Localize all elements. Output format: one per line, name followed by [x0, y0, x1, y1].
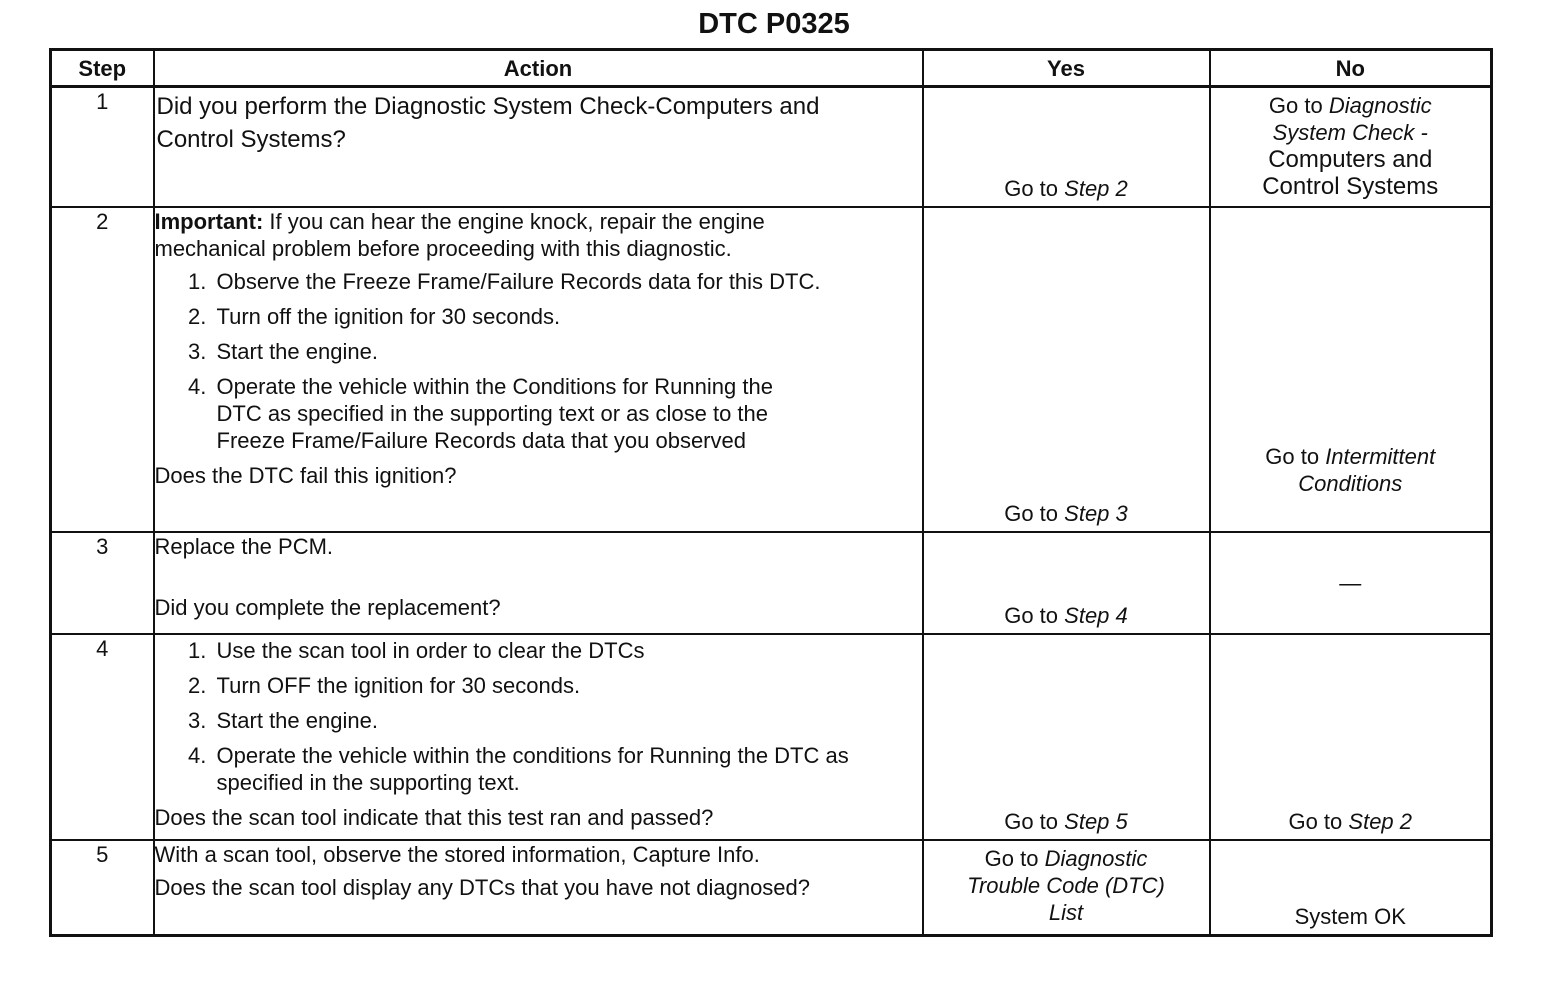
list-item: 3. Start the engine.	[213, 707, 853, 734]
action-cell	[154, 532, 923, 634]
table-row	[51, 634, 1492, 840]
no-cell	[1210, 634, 1492, 840]
yes-answer	[924, 500, 1209, 527]
step-number: 1	[51, 87, 154, 207]
yes-cell	[923, 87, 1210, 207]
no-cell	[1210, 840, 1492, 936]
action-cell	[154, 634, 923, 840]
table-header-row	[51, 50, 1492, 87]
important-text: If you can hear the engine knock, repair the engine mechanical problem before proceeding with this diagnostic.	[154, 208, 765, 261]
header-step: Step	[51, 50, 154, 87]
no-answer	[1211, 92, 1491, 200]
list-item: 2. Turn off the ignition for 30 seconds.	[213, 303, 853, 330]
procedure-list	[155, 268, 853, 454]
goto-prefix: Go to	[1004, 500, 1059, 526]
list-item: 4. Operate the vehicle within the conditions for Running the DTC as specified in the supporting text.	[213, 742, 853, 796]
goto-link[interactable]: Step 2	[1348, 808, 1413, 834]
goto-link[interactable]: Step 2	[1064, 175, 1128, 201]
question-text: Does the scan tool indicate that this test ran and passed?	[154, 804, 714, 830]
list-item: 3. Start the engine.	[213, 338, 853, 365]
list-item: 1. Use the scan tool in order to clear the DTCs	[213, 637, 853, 664]
step-number: 3	[51, 532, 154, 634]
no-cell	[1210, 532, 1492, 634]
procedure-list	[155, 637, 853, 796]
action-text: Replace the PCM.	[154, 533, 334, 559]
step-number: 5	[51, 840, 154, 936]
goto-link[interactable]: Step 4	[1064, 602, 1128, 628]
action-cell	[154, 87, 923, 207]
action-cell	[154, 840, 923, 936]
no-answer: System OK	[1294, 904, 1406, 929]
question-text: Did you complete the replacement?	[154, 594, 501, 620]
header-no: No	[1210, 50, 1492, 87]
yes-cell	[923, 634, 1210, 840]
goto-link[interactable]: Diagnostic System Check -	[1272, 93, 1432, 145]
goto-link[interactable]: Diagnostic Trouble Code (DTC) List	[967, 845, 1165, 925]
step-number: 4	[51, 634, 154, 840]
no-answer: —	[1339, 570, 1362, 595]
table-row	[51, 532, 1492, 634]
header-action: Action	[154, 50, 923, 87]
goto-prefix: Go to	[1268, 93, 1323, 118]
goto-prefix: Go to	[984, 845, 1039, 871]
goto-prefix: Go to	[1004, 602, 1059, 628]
table-row	[51, 840, 1492, 936]
list-item: 2. Turn OFF the ignition for 30 seconds.	[213, 672, 853, 699]
question-text: Does the DTC fail this ignition?	[154, 462, 457, 488]
header-yes: Yes	[923, 50, 1210, 87]
goto-link[interactable]: Step 5	[1064, 808, 1128, 834]
yes-cell	[923, 840, 1210, 936]
diagnostic-table	[49, 48, 1493, 937]
no-answer	[1211, 443, 1491, 497]
goto-prefix: Go to	[1288, 808, 1343, 834]
action-text: With a scan tool, observe the stored information, Capture Info.	[154, 841, 760, 867]
goto-link[interactable]: Step 3	[1064, 500, 1128, 526]
yes-cell	[923, 207, 1210, 532]
goto-prefix: Go to	[1004, 808, 1059, 834]
goto-link[interactable]: Intermittent Conditions	[1298, 443, 1436, 496]
list-item: 4. Operate the vehicle within the Conditions for Running the DTC as specified in the supporting text or as close to the Freeze Frame/Failure Records data that you observed	[213, 373, 817, 454]
goto-prefix: Go to	[1004, 175, 1059, 201]
no-cell	[1210, 87, 1492, 207]
yes-answer	[924, 808, 1209, 835]
table-row	[51, 87, 1492, 207]
list-item: 1. Observe the Freeze Frame/Failure Records data for this DTC.	[213, 268, 853, 295]
table-row	[51, 207, 1492, 532]
goto-prefix: Go to	[1265, 443, 1320, 469]
yes-answer	[924, 602, 1209, 629]
yes-answer	[924, 175, 1209, 202]
no-cell	[1210, 207, 1492, 532]
important-label: Important:	[154, 208, 264, 234]
yes-answer	[924, 845, 1209, 926]
no-answer	[1211, 808, 1491, 835]
yes-cell	[923, 532, 1210, 634]
question-text: Did you perform the Diagnostic System Check-Computers and Control Systems?	[156, 93, 820, 153]
page-title: DTC P0325	[698, 8, 850, 40]
goto-link-suffix: Computers and Control Systems	[1262, 146, 1439, 200]
important-note	[155, 208, 875, 262]
action-cell	[154, 207, 923, 532]
step-number: 2	[51, 207, 154, 532]
question-text: Does the scan tool display any DTCs that you have not diagnosed?	[154, 874, 811, 900]
